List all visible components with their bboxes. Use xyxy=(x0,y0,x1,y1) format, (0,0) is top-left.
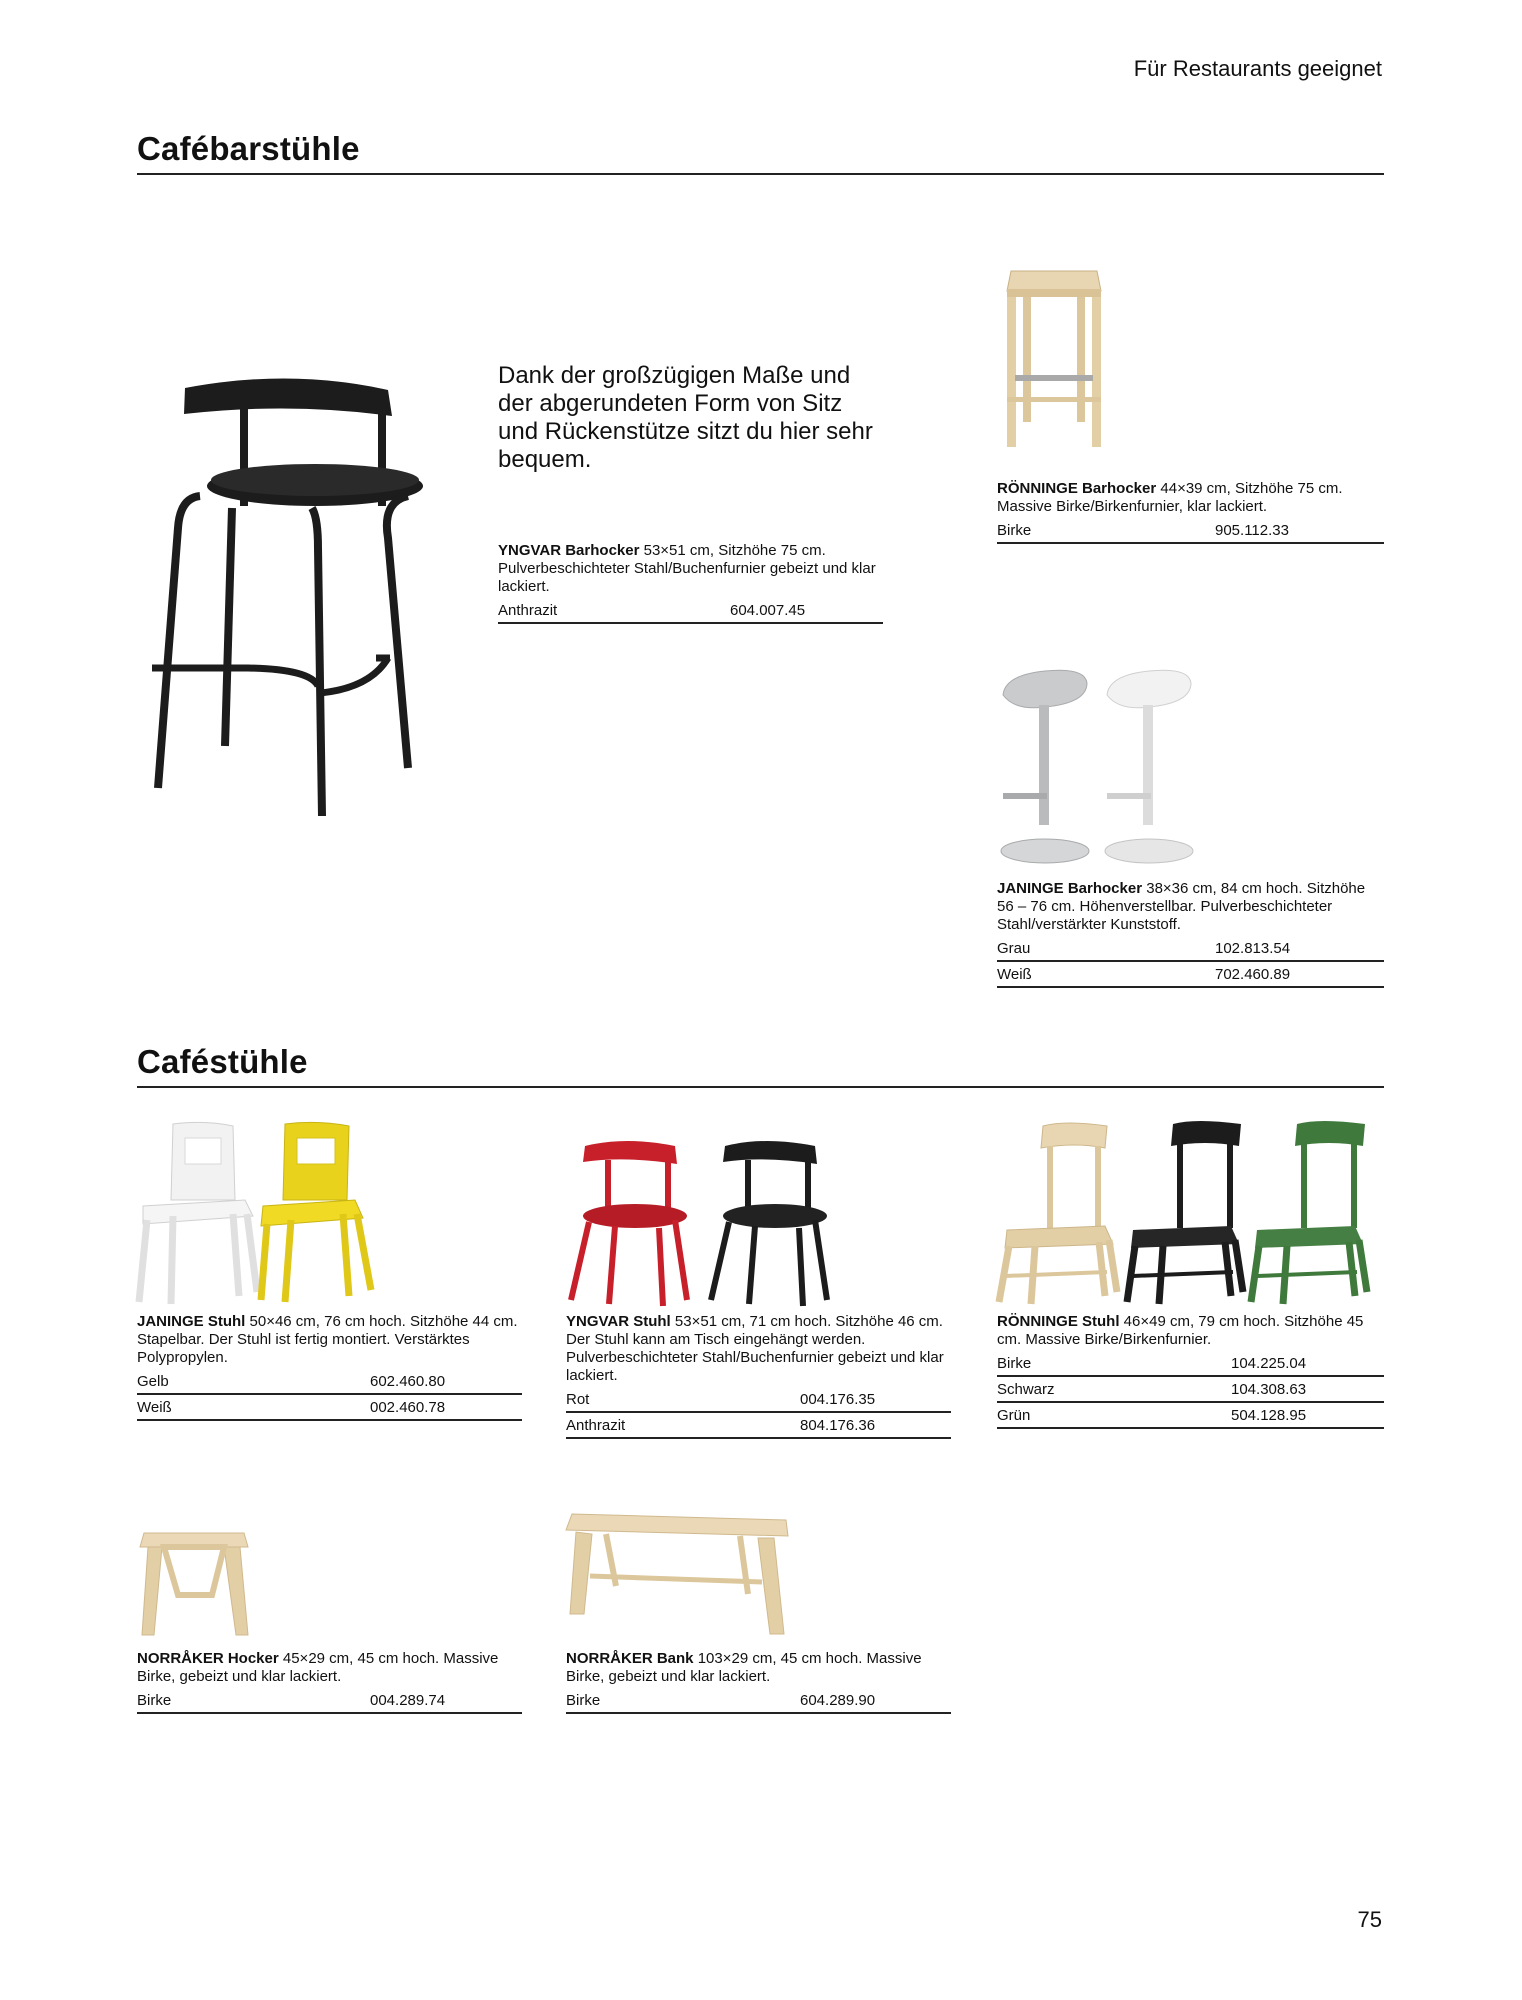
product-description xyxy=(997,880,1384,934)
variant-row xyxy=(997,938,1384,962)
product-ronninge-bar xyxy=(997,480,1384,544)
variant-color: Birke xyxy=(566,1692,601,1709)
section-title-bar-stools: Cafébarstühle xyxy=(137,130,360,167)
product-details: 53×51 cm, 71 cm hoch. Sitzhöhe 46 cm. Der Stuhl kann am Tisch eingehängt werden. Pulverbeschichteter Stahl/Buchenfurnier gebeizt und klar lackiert. xyxy=(566,1313,944,1384)
variant-color: Gelb xyxy=(137,1373,169,1390)
variant-color: Schwarz xyxy=(997,1381,1055,1398)
product-name: JANINGE Stuhl xyxy=(137,1313,246,1330)
janinge-bar-stool-image xyxy=(995,665,1205,870)
article-number: 102.813.54 xyxy=(1215,940,1291,957)
variant-row xyxy=(137,1397,522,1421)
product-description xyxy=(566,1650,951,1686)
intro-text: Dank der großzügigen Maße und der abgerundeten Form von Sitz und Rückenstütze sitzt du hier sehr bequem. xyxy=(498,362,873,473)
product-name: YNGVAR Barhocker xyxy=(498,542,640,559)
variant-color: Anthrazit xyxy=(566,1417,626,1434)
article-number: 002.460.78 xyxy=(370,1399,446,1416)
product-yngvar-chair xyxy=(566,1313,951,1439)
product-description xyxy=(137,1650,522,1686)
product-name: NORRÅKER Hocker xyxy=(137,1650,279,1667)
norraker-stool-image xyxy=(140,1525,250,1640)
product-description xyxy=(498,542,883,596)
article-number: 104.225.04 xyxy=(1231,1355,1307,1372)
article-number: 004.176.35 xyxy=(800,1391,876,1408)
ronninge-bar-stool-image xyxy=(993,265,1113,450)
article-number: 004.289.74 xyxy=(370,1692,446,1709)
norraker-bench-image xyxy=(566,1510,791,1640)
product-janinge-bar xyxy=(997,880,1384,988)
product-name: RÖNNINGE Barhocker xyxy=(997,480,1157,497)
article-number: 804.176.36 xyxy=(800,1417,876,1434)
article-number: 905.112.33 xyxy=(1215,522,1289,539)
variant-row xyxy=(997,520,1384,544)
product-name: YNGVAR Stuhl xyxy=(566,1313,671,1330)
section-divider xyxy=(137,173,1384,175)
variant-row xyxy=(997,964,1384,988)
variant-row xyxy=(566,1415,951,1439)
product-ronninge-chair xyxy=(997,1313,1384,1429)
variant-row xyxy=(566,1389,951,1413)
section-divider xyxy=(137,1086,1384,1088)
article-number: 604.007.45 xyxy=(730,602,806,619)
product-name: RÖNNINGE Stuhl xyxy=(997,1313,1120,1330)
variant-row xyxy=(997,1405,1384,1429)
running-title: Für Restaurants geeignet xyxy=(1133,56,1382,81)
product-description xyxy=(997,1313,1384,1349)
product-janinge-chair xyxy=(137,1313,522,1421)
article-number: 702.460.89 xyxy=(1215,966,1291,983)
article-number: 104.308.63 xyxy=(1231,1381,1307,1398)
variant-color: Birke xyxy=(997,1355,1032,1372)
variant-row xyxy=(498,600,883,624)
product-details: 38×36 cm, 84 cm hoch. Sitzhöhe 56 – 76 cm. Höhenverstellbar. Pulverbeschichteter Stahl/verstärkter Kunststoff. xyxy=(997,880,1366,933)
page-number: 75 xyxy=(1357,1907,1382,1932)
article-number: 604.289.90 xyxy=(800,1692,876,1709)
variant-row xyxy=(137,1690,522,1714)
product-description xyxy=(566,1313,951,1385)
product-details: 44×39 cm, Sitzhöhe 75 cm. Massive Birke/Birkenfurnier, klar lackiert. xyxy=(997,480,1343,515)
product-description xyxy=(997,480,1384,516)
product-name: JANINGE Barhocker xyxy=(997,880,1143,897)
product-details: 46×49 cm, 79 cm hoch. Sitzhöhe 45 cm. Massive Birke/Birkenfurnier. xyxy=(997,1313,1364,1348)
variant-color: Rot xyxy=(566,1391,590,1408)
yngvar-bar-stool-image xyxy=(140,368,420,818)
section-title-chairs: Caféstühle xyxy=(137,1043,308,1080)
product-description xyxy=(137,1313,522,1367)
product-norraker-bench xyxy=(566,1650,951,1714)
article-number: 602.460.80 xyxy=(370,1373,446,1390)
article-number: 504.128.95 xyxy=(1231,1407,1307,1424)
product-name: NORRÅKER Bank xyxy=(566,1650,694,1667)
janinge-chair-image xyxy=(135,1120,415,1305)
product-details: 103×29 cm, 45 cm hoch. Massive Birke, gebeizt und klar lackiert. xyxy=(566,1650,922,1685)
variant-color: Weiß xyxy=(137,1399,172,1416)
variant-color: Weiß xyxy=(997,966,1032,983)
product-yngvar-bar xyxy=(498,542,883,624)
variant-row xyxy=(566,1690,951,1714)
variant-row xyxy=(997,1379,1384,1403)
product-details: 50×46 cm, 76 cm hoch. Sitzhöhe 44 cm. Stapelbar. Der Stuhl ist fertig montiert. Verstärktes Polypropylen. xyxy=(137,1313,518,1366)
product-norraker-stool xyxy=(137,1650,522,1714)
variant-row xyxy=(997,1353,1384,1377)
variant-color: Birke xyxy=(997,522,1032,539)
variant-color: Grau xyxy=(997,940,1031,957)
product-details: 45×29 cm, 45 cm hoch. Massive Birke, gebeizt und klar lackiert. xyxy=(137,1650,499,1685)
variant-color: Grün xyxy=(997,1407,1031,1424)
ronninge-chair-image xyxy=(995,1120,1375,1305)
variant-color: Birke xyxy=(137,1692,172,1709)
variant-row xyxy=(137,1371,522,1395)
variant-color: Anthrazit xyxy=(498,602,558,619)
product-details: 53×51 cm, Sitzhöhe 75 cm. Pulverbeschichteter Stahl/Buchenfurnier gebeizt und klar lackiert. xyxy=(498,542,876,595)
yngvar-chair-image xyxy=(565,1138,845,1308)
